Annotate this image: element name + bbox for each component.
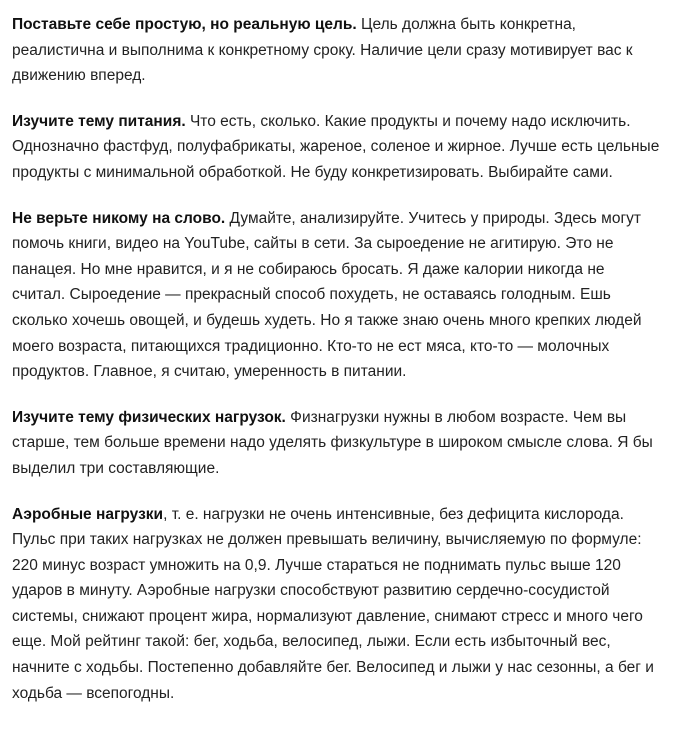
paragraph-text: , т. е. нагрузки не очень интенсивные, без дефицита кислорода. Пульс при таких нагрузках не должен превышать величину, вычисляемую по формуле: 220 минус возраст умножить на 0,9. Лучше стараться не поднимать пульс выше 120 ударов в минуту. Аэробные нагрузки способствуют развитию сердечно-сосудистой системы, снижают процент жира, нормализуют давление, снимают стресс и много чего еще. Мой рейтинг такой: бег, ходьба, велосипед, лыжи. Если есть избыточный вес, начните с ходьбы. Постепенно добавляйте бег. Велосипед и лыжи у нас сезонны, а бег и ходьба — всепогодны.	[12, 505, 654, 702]
paragraph-think	[12, 206, 662, 385]
paragraph-lead: Изучите тему физических нагрузок.	[12, 408, 286, 426]
paragraph-text: Физнагрузки нужны в любом возрасте. Чем вы старше, тем больше времени надо уделять физкультуре в широком смысле слова. Я бы выделил три составляющие.	[12, 408, 653, 477]
paragraph-lead: Поставьте себе простую, но реальную цель.	[12, 16, 357, 33]
paragraph-text: Думайте, анализируйте. Учитесь у природы. Здесь могут помочь книги, видео на YouTube, сайты в сети. За сыроедение не агитирую. Это не панацея. Но мне нравится, и я не собираюсь бросать. Я даже калории никогда не считал. Сыроедение — прекрасный способ похудеть, не оставаясь голодным. Ешь сколько хочешь овощей, и будешь худеть. Но я также знаю очень много крепких людей моего возраста, питающихся традиционно. Кто-то не ест мяса, кто-то — молочных продуктов. Главное, я считаю, умеренность в питании.	[12, 209, 642, 381]
paragraph-text: Цель должна быть конкретна, реалистична и выполнима к конкретному сроку. Наличие цели сразу мотивирует вас к движению вперед.	[12, 16, 633, 85]
paragraph-goal	[12, 12, 662, 89]
article-body	[12, 12, 662, 726]
paragraph-lead: Изучите тему питания.	[12, 112, 186, 130]
paragraph-aerobic	[12, 502, 662, 707]
paragraph-text: Что есть, сколько. Какие продукты и почему надо исключить. Однозначно фастфуд, полуфабрикаты, жареное, соленое и жирное. Лучше есть цельные продукты с минимальной обработкой. Не буду конкретизировать. Выбирайте сами.	[12, 112, 660, 181]
paragraph-lead: Аэробные нагрузки	[12, 505, 164, 523]
paragraph-exercise	[12, 405, 662, 482]
paragraph-lead: Не верьте никому на слово.	[12, 209, 226, 227]
paragraph-nutrition	[12, 109, 662, 186]
